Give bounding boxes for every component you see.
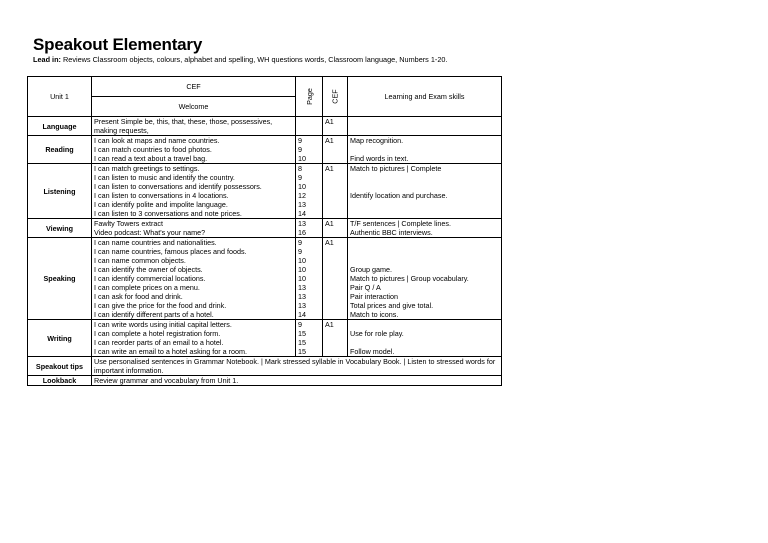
- page-cell: [296, 117, 323, 136]
- cef-level: A1: [323, 164, 348, 219]
- skill-line: Total prices and give total.: [350, 301, 434, 310]
- page-cell: [296, 164, 323, 219]
- content-line: Video podcast: What's your name?: [94, 228, 206, 237]
- cef-level: A1: [323, 136, 348, 164]
- page-line: 10: [298, 256, 306, 265]
- welcome-label: Welcome: [92, 97, 296, 117]
- content-line: I can look at maps and name countries.: [94, 136, 220, 145]
- content-cell: [92, 238, 296, 320]
- content-line: I can complete a hotel registration form.: [94, 329, 221, 338]
- document-title: Speakout Elementary: [33, 35, 203, 54]
- skill-line: [350, 145, 499, 154]
- content-line: I can identify different parts of a hotel.: [94, 310, 214, 319]
- content-line: Fawlty Towers extract: [94, 219, 163, 228]
- page-line: [298, 117, 320, 126]
- skill-line: Pair interaction: [350, 292, 398, 301]
- content-line: I can complete prices on a menu.: [94, 283, 200, 292]
- content-line: I can name countries and nationalities.: [94, 238, 217, 247]
- page-line: 9: [298, 238, 302, 247]
- skill-line: Match to pictures | Group vocabulary.: [350, 274, 469, 283]
- skill-line: [350, 238, 499, 247]
- section-row: [28, 164, 502, 219]
- section-name: Language: [28, 117, 92, 136]
- page-cell: [296, 238, 323, 320]
- syllabus-table: [27, 76, 502, 386]
- skill-line: Follow model.: [350, 347, 395, 356]
- section-row: [28, 136, 502, 164]
- skill-line: Identify location and purchase.: [350, 191, 448, 200]
- skill-line: [350, 182, 499, 191]
- content-line: I can listen to conversations in 4 locations.: [94, 191, 229, 200]
- section-row: [28, 320, 502, 357]
- content-line: I can identify polite and impolite language.: [94, 200, 228, 209]
- page-line: 14: [298, 310, 306, 319]
- skill-cell: [348, 136, 502, 164]
- content-line: I can give the price for the food and drink.: [94, 301, 227, 310]
- skill-line: [350, 320, 499, 329]
- cef-level: A1: [323, 117, 348, 136]
- cef-column-header: [323, 77, 348, 117]
- lookback-label: Lookback: [28, 376, 92, 386]
- lookback-text: Review grammar and vocabulary from Unit 1.: [92, 376, 502, 386]
- section-name: Reading: [28, 136, 92, 164]
- skill-line: Group game.: [350, 265, 392, 274]
- skill-line: Match to icons.: [350, 310, 399, 319]
- page-line: [298, 126, 320, 135]
- content-line: I can write words using initial capital letters.: [94, 320, 232, 329]
- page-cell: [296, 136, 323, 164]
- page-line: 10: [298, 182, 306, 191]
- content-cell: [92, 117, 296, 136]
- section-name: Speaking: [28, 238, 92, 320]
- skill-line: [350, 256, 499, 265]
- page-line: 9: [298, 136, 302, 145]
- skill-line: [350, 209, 499, 218]
- cef-header-text: CEF: [330, 89, 340, 104]
- section-name: Viewing: [28, 219, 92, 238]
- unit-label: Unit 1: [28, 77, 92, 117]
- content-line: I can match countries to food photos.: [94, 145, 212, 154]
- skill-line: [350, 173, 499, 182]
- page-line: 13: [298, 292, 306, 301]
- skills-column-header: Learning and Exam skills: [348, 77, 502, 117]
- skill-cell: [348, 320, 502, 357]
- section-row: [28, 219, 502, 238]
- skill-line: Map recognition.: [350, 136, 404, 145]
- cef-top-label: CEF: [92, 77, 296, 97]
- page-line: 10: [298, 265, 306, 274]
- cef-level: A1: [323, 238, 348, 320]
- page-line: 15: [298, 347, 306, 356]
- page-line: 10: [298, 154, 306, 163]
- page-line: 9: [298, 173, 302, 182]
- section-row: [28, 238, 502, 320]
- page-line: 13: [298, 200, 306, 209]
- skill-line: [350, 247, 499, 256]
- content-cell: [92, 219, 296, 238]
- content-line: I can identify the owner of objects.: [94, 265, 203, 274]
- cef-level: A1: [323, 320, 348, 357]
- skill-line: Find words in text.: [350, 154, 409, 163]
- skill-cell: [348, 219, 502, 238]
- content-line: I can listen to conversations and identify possessors.: [94, 182, 262, 191]
- page-line: 15: [298, 329, 306, 338]
- section-name: Writing: [28, 320, 92, 357]
- page-column-header: [296, 77, 323, 117]
- page-header-text: Page: [304, 88, 314, 105]
- skill-line: Use for role play.: [350, 329, 404, 338]
- cef-level: A1: [323, 219, 348, 238]
- speakout-tips-text: Use personalised sentences in Grammar Notebook. | Mark stressed syllable in Vocabulary Book. | Listen to stressed words for important information.: [92, 357, 502, 376]
- content-line: I can listen to 3 conversations and note prices.: [94, 209, 242, 218]
- section-name: Listening: [28, 164, 92, 219]
- lead-in-label: Lead in:: [33, 55, 61, 64]
- page-line: 13: [298, 283, 306, 292]
- content-line: I can read a text about a travel bag.: [94, 154, 208, 163]
- content-line: Present Simple be, this, that, these, those, possessives,: [94, 117, 273, 126]
- skill-line: [350, 338, 499, 347]
- page-line: 12: [298, 191, 306, 200]
- content-line: making requests,: [94, 126, 149, 135]
- skill-cell: [348, 238, 502, 320]
- content-line: I can listen to music and identify the country.: [94, 173, 235, 182]
- content-line: I can name common objects.: [94, 256, 186, 265]
- page-cell: [296, 320, 323, 357]
- content-line: I can reorder parts of an email to a hotel.: [94, 338, 224, 347]
- content-cell: [92, 320, 296, 357]
- page-line: 9: [298, 145, 302, 154]
- page-cell: [296, 219, 323, 238]
- skill-line: Pair Q / A: [350, 283, 381, 292]
- page-line: 13: [298, 219, 306, 228]
- content-cell: [92, 164, 296, 219]
- page-line: 13: [298, 301, 306, 310]
- lookback-row: [28, 376, 502, 386]
- section-row: [28, 117, 502, 136]
- skill-line: Authentic BBC interviews.: [350, 228, 433, 237]
- skill-line: [350, 117, 499, 126]
- page-line: 9: [298, 247, 302, 256]
- page-line: 9: [298, 320, 302, 329]
- skill-line: [350, 200, 499, 209]
- content-cell: [92, 136, 296, 164]
- skill-cell: [348, 164, 502, 219]
- lead-in: [33, 55, 448, 64]
- content-line: I can write an email to a hotel asking for a room.: [94, 347, 248, 356]
- skill-line: T/F sentences | Complete lines.: [350, 219, 451, 228]
- page-line: 15: [298, 338, 306, 347]
- skill-line: Match to pictures | Complete: [350, 164, 442, 173]
- content-line: I can identify commercial locations.: [94, 274, 206, 283]
- page-line: 16: [298, 228, 306, 237]
- content-line: I can ask for food and drink.: [94, 292, 183, 301]
- speakout-tips-row: [28, 357, 502, 376]
- page-line: 14: [298, 209, 306, 218]
- skill-cell: [348, 117, 502, 136]
- lead-in-text: Reviews Classroom objects, colours, alphabet and spelling, WH questions words, Classroom language, Numbers 1-20.: [60, 55, 448, 64]
- speakout-tips-label: Speakout tips: [28, 357, 92, 376]
- content-line: I can match greetings to settings.: [94, 164, 200, 173]
- page-line: 8: [298, 164, 302, 173]
- content-line: I can name countries, famous places and foods.: [94, 247, 247, 256]
- page-line: 10: [298, 274, 306, 283]
- skill-line: [350, 126, 499, 135]
